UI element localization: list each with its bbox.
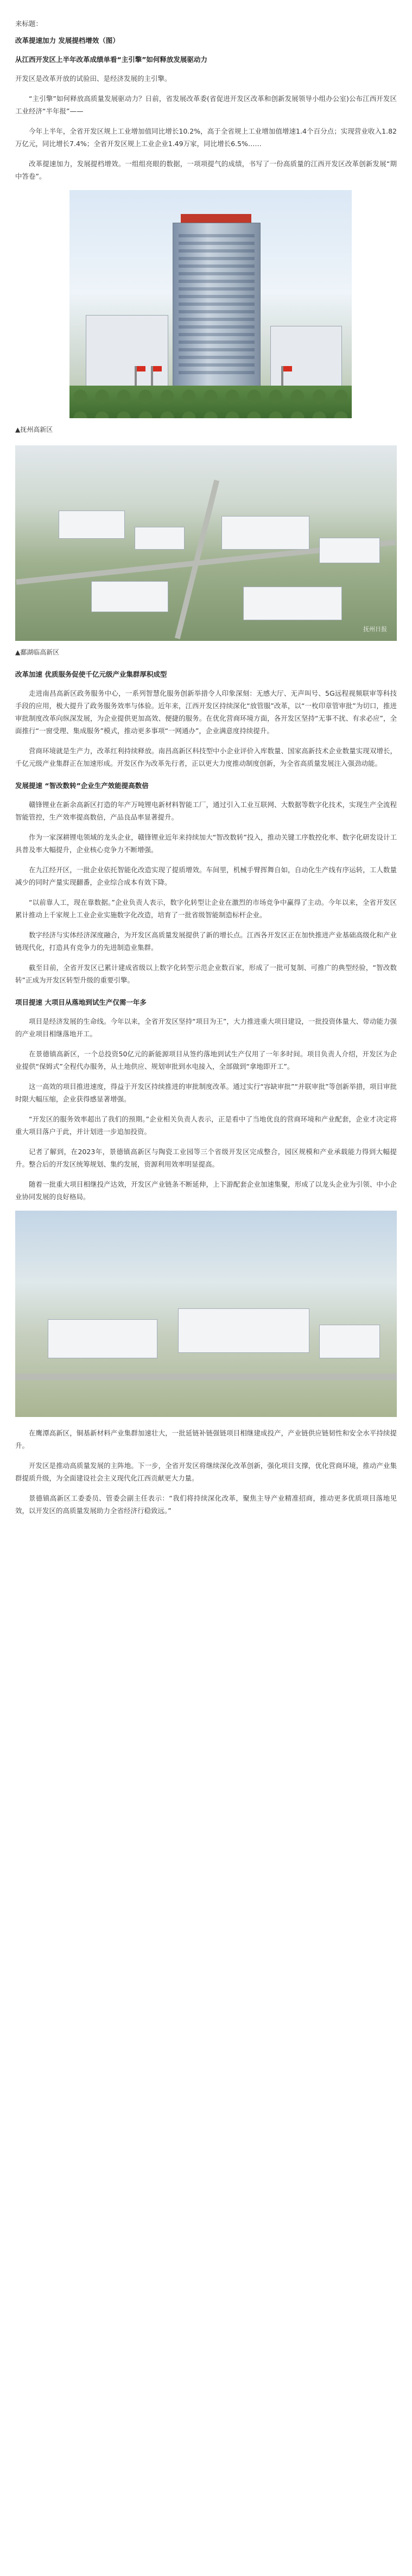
paragraph-9: “以前靠人工，现在靠数据。”企业负责人表示，数字化转型让企业在激烈的市场竞争中赢得了主动。今年以来，全省开发区累计推动上千家规上工业企业实施数字化改造，培育了一批省级智能制造标杆企业。	[15, 898, 397, 919]
factory-roof	[91, 581, 168, 612]
factory-roof	[319, 538, 380, 563]
paragraph-7: 作为一家深耕锂电领域的龙头企业，赣锋锂业近年来持续加大“智改数转”投入，推动关键工序数控化率、数字化研发设计工具普及率大幅提升，企业核心竞争力不断增强。	[15, 833, 397, 854]
section-heading-reform: 改革加速 优质服务促使千亿元级产业集群厚积成型	[15, 670, 167, 678]
caption-poyang: ▲鄱湖临高新区	[15, 648, 60, 656]
paragraph-8: 在九江经开区，一批企业依托智能化改造实现了提质增效。车间里，机械手臂挥舞自如，自动化生产线有序运转，工人数量减少的同时产量实现翻番，企业综合成本有效下降。	[15, 866, 397, 886]
article-subtitle: 从江西开发区上半年改革成绩单看“主引擎”如何释放发展驱动力	[15, 55, 207, 64]
paragraph-1: “主引擎”如何释放高质量发展驱动力？日前，省发展改革委(省促进开发区改革和创新发展领导小组办公室)公布江西开发区工业经济“半年报”——	[15, 95, 397, 115]
article-title: 改革提速加力 发展提档增效（图）	[15, 36, 119, 45]
paragraph-12: 项目是经济发展的生命线。今年以来，全省开发区坚持“项目为王”，大力推进重大项目建设，一批投资体量大、带动能力强的产业项目相继落地开工。	[15, 1017, 397, 1038]
paragraph-19: 开发区是推动高质量发展的主阵地。下一步，全省开发区将继续深化改革创新，强化项目支撑，优化营商环境，推动产业集群提质升级，为全面建设社会主义现代化江西贡献更大力量。	[15, 1462, 397, 1482]
factory-roof	[319, 1325, 380, 1358]
paragraph-17: 随着一批重大项目相继投产达效，开发区产业链条不断延伸，上下游配套企业加速集聚，形成了以龙头企业为引领、中小企业协同发展的良好格局。	[15, 1180, 397, 1201]
photo-aerial-industrial-park	[15, 445, 397, 641]
flag-icon	[281, 366, 283, 386]
paragraph-15: “开发区的服务效率超出了我们的预期。”企业相关负责人表示，正是看中了当地优良的营商环境和产业配套，企业才决定将重大项目落户于此，并计划进一步追加投资。	[15, 1115, 397, 1136]
factory-roof	[243, 587, 342, 620]
flag-icon	[135, 366, 137, 386]
road	[15, 1374, 397, 1380]
paragraph-2: 今年上半年，全省开发区规上工业增加值同比增长10.2%，高于全省规上工业增加值增速1.4个百分点；实现营业收入1.82万亿元，同比增长7.4%；全省开发区规上工业企业1.49万家，同比增长6.5%……	[15, 127, 397, 148]
paragraph-6: 赣锋锂业在新余高新区打造的年产万吨锂电新材料智能工厂，通过引入工业互联网、大数据等数字化技术，实现生产全流程智能管控，生产效率提高数倍，产品良品率显著提升。	[15, 801, 397, 821]
paragraph-4: 走进南昌高新区政务服务中心，一系列智慧化服务创新举措令人印象深刻：无感大厅、无声叫号、5G远程视频联审等科技手段的应用，极大提升了政务服务效率与体验。近年来，江西开发区持续深化“放管服”改革，以“一枚印章管审批”为切口，推进审批制度改革向纵深发展，为企业提供更加高效、便捷的服务。在优化营商环境方面，各开发区坚持“无事不扰、有求必应”，全面推行“一窗受理、集成服务”模式，推动更多事项“一网通办”，企业满意度持续提升。	[15, 689, 397, 735]
rooftop-sign	[181, 214, 251, 223]
paragraph-3: 改革提速加力，发展提档增效。一组组亮眼的数据，一项项提气的成绩，书写了一份高质量的江西开发区改革创新发展“期中答卷”。	[15, 160, 397, 180]
paragraph-18: 在鹰潭高新区，铜基新材料产业集群加速壮大，一批延链补链强链项目相继建成投产，产业链供应链韧性和安全水平持续提升。	[15, 1429, 397, 1450]
paragraph-10: 数字经济与实体经济深度融合，为开发区高质量发展提供了新的增长点。江西各开发区正在加快推进产业基础高级化和产业链现代化，打造具有竞争力的先进制造业集群。	[15, 931, 397, 952]
office-tower	[173, 223, 261, 387]
flag-icon	[151, 366, 153, 386]
paragraph-14: 这一高效的项目推进速度，得益于开发区持续推进的审批制度改革。通过实行“容缺审批”“并联审批”等创新举措，项目审批时限大幅压缩，企业获得感显著增强。	[15, 1082, 397, 1103]
photo-watermark: 抚州日报	[363, 626, 387, 633]
factory-roof	[221, 516, 309, 550]
factory-roof	[135, 527, 185, 550]
tree-row	[69, 386, 352, 418]
paragraph-20: 景德镇高新区工委委员、管委会副主任表示：“我们将持续深化改革，聚焦主导产业精准招商，推动更多优质项目落地见效，以开发区的高质量发展助力全省经济行稳致远。”	[15, 1494, 397, 1515]
photo-project-site	[15, 1211, 397, 1417]
factory-roof	[48, 1319, 157, 1358]
source-line: 来标题：	[15, 20, 43, 28]
factory-roof	[178, 1308, 309, 1353]
paragraph-16: 记者了解到，在2023年，景德镇高新区与陶瓷工业园等三个省级开发区完成整合，园区规模和产业承载能力得到大幅提升。整合后的开发区统筹规划、集约发展，资源利用效率明显提高。	[15, 1148, 397, 1168]
section-heading-projects: 项目提速 大项目从落地到试生产仅需一年多	[15, 998, 147, 1006]
building-left	[86, 315, 168, 387]
factory-roof	[59, 511, 125, 539]
section-heading-digital: 发展提速 “智改数转”企业生产效能提高数倍	[15, 782, 149, 790]
paragraph-13: 在景德镇高新区，一个总投资50亿元的新能源项目从签约落地到试生产仅用了一年多时间。项目负责人介绍，开发区为企业提供“保姆式”全程代办服务，从土地供应、规划审批到水电接入，全部做到“拿地即开工”。	[15, 1050, 397, 1070]
intro-paragraph: 开发区是改革开放的试验田、是经济发展的主引擎。	[15, 74, 172, 83]
paragraph-5: 营商环境就是生产力，改革红利持续释放。南昌高新区科技型中小企业评价入库数量、国家高新技术企业数量实现双增长，千亿元级产业集群正在加速形成。开发区作为改革先行者，正以更大力度推动制度创新，为全省高质量发展注入强劲动能。	[15, 747, 397, 767]
caption-fuzhou: ▲抚州高新区	[15, 426, 53, 433]
photo-fuzhou-high-tech-zone	[69, 190, 352, 418]
paragraph-11: 截至目前，全省开发区已累计建成省级以上数字化转型示范企业数百家，形成了一批可复制、可推广的典型经验，“智改数转”正成为开发区转型升级的重要引擎。	[15, 963, 397, 984]
